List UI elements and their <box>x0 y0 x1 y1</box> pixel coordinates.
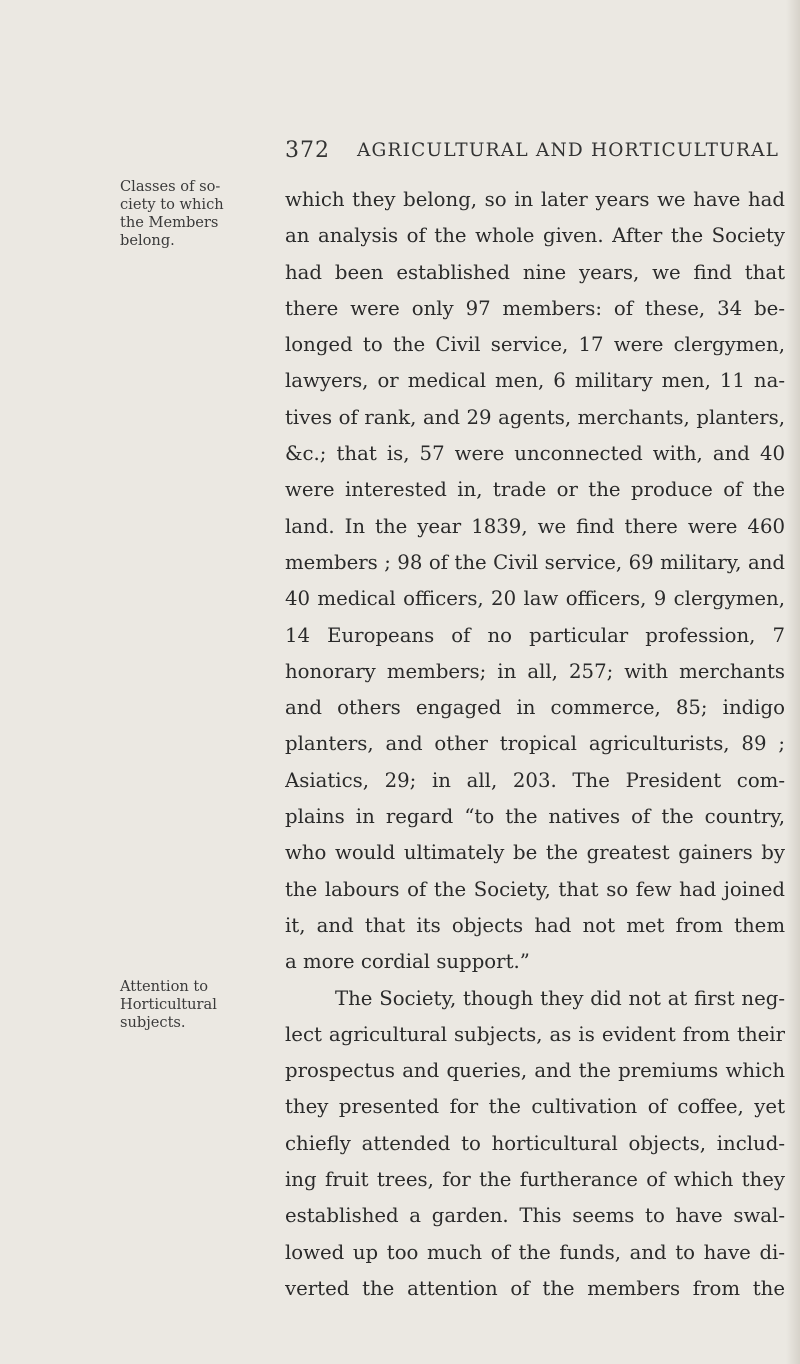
body-line: who would ultimately be the greatest gainers by <box>285 841 785 865</box>
page-edge-shadow <box>786 0 800 1364</box>
body-text <box>285 182 785 1307</box>
body-line: established a garden. This seems to have swal- <box>285 1204 785 1228</box>
body-line: Asiatics, 29; in all, 203. The President com- <box>285 768 785 792</box>
body-line: land. In the year 1839, we find there were 460 <box>285 514 785 538</box>
side-note-line: subjects. <box>120 1014 186 1031</box>
side-note-line: Attention to <box>120 978 209 995</box>
body-line: were interested in, trade or the produce of the <box>285 478 785 502</box>
body-line: and others engaged in commerce, 85; indigo <box>285 696 785 720</box>
body-line: it, and that its objects had not met from them <box>285 913 785 937</box>
body-line: lowed up too much of the funds, and to have di- <box>285 1240 785 1264</box>
body-line: chiefly attended to horticultural objects, includ- <box>285 1131 785 1155</box>
body-line-paragraph-start: The Society, though they did not at first neg- <box>335 986 785 1010</box>
body-line: they presented for the cultivation of coffee, yet <box>285 1095 785 1119</box>
body-line: plains in regard “to the natives of the country, <box>285 805 785 829</box>
page-number: 372 <box>285 138 330 163</box>
side-note-line: the Members <box>120 214 219 231</box>
body-line: tives of rank, and 29 agents, merchants, planters, <box>285 405 785 429</box>
body-line: members ; 98 of the Civil service, 69 military, and <box>285 550 785 574</box>
body-line: ing fruit trees, for the furtherance of which they <box>285 1168 785 1192</box>
body-line: verted the attention of the members from the <box>285 1276 785 1300</box>
body-line: honorary members; in all, 257; with merchants <box>285 659 785 683</box>
body-line: which they belong, so in later years we have had <box>285 188 785 211</box>
body-line: longed to the Civil service, 17 were clergymen, <box>285 333 785 357</box>
side-note-classes <box>120 178 280 250</box>
side-note-line: belong. <box>120 232 175 249</box>
body-line: planters, and other tropical agriculturists, 89 ; <box>285 732 785 756</box>
side-note-line: Horticultural <box>120 996 217 1013</box>
body-line: 14 Europeans of no particular profession, 7 <box>285 623 785 647</box>
body-line: had been established nine years, we find that <box>285 260 785 284</box>
body-line-paragraph-end: a more cordial support.” <box>285 950 530 974</box>
body-line: an analysis of the whole given. After the Society <box>285 224 785 248</box>
side-note-line: ciety to which <box>120 196 224 213</box>
body-line: there were only 97 members: of these, 34 be- <box>285 296 785 320</box>
body-line: lect agricultural subjects, as is evident from their <box>285 1022 785 1046</box>
body-line: prospectus and queries, and the premiums which <box>285 1059 785 1083</box>
running-head <box>285 138 785 168</box>
body-line: the labours of the Society, that so few had joined <box>285 877 785 901</box>
body-line: 40 medical officers, 20 law officers, 9 clergymen, <box>285 587 785 611</box>
running-head-title: AGRICULTURAL AND HORTICULTURAL <box>357 140 780 161</box>
body-line: &c.; that is, 57 were unconnected with, and 40 <box>285 442 785 466</box>
side-note-line: Classes of so- <box>120 178 221 195</box>
side-note-attention <box>120 978 280 1032</box>
body-line: lawyers, or medical men, 6 military men, 11 na- <box>285 369 785 393</box>
